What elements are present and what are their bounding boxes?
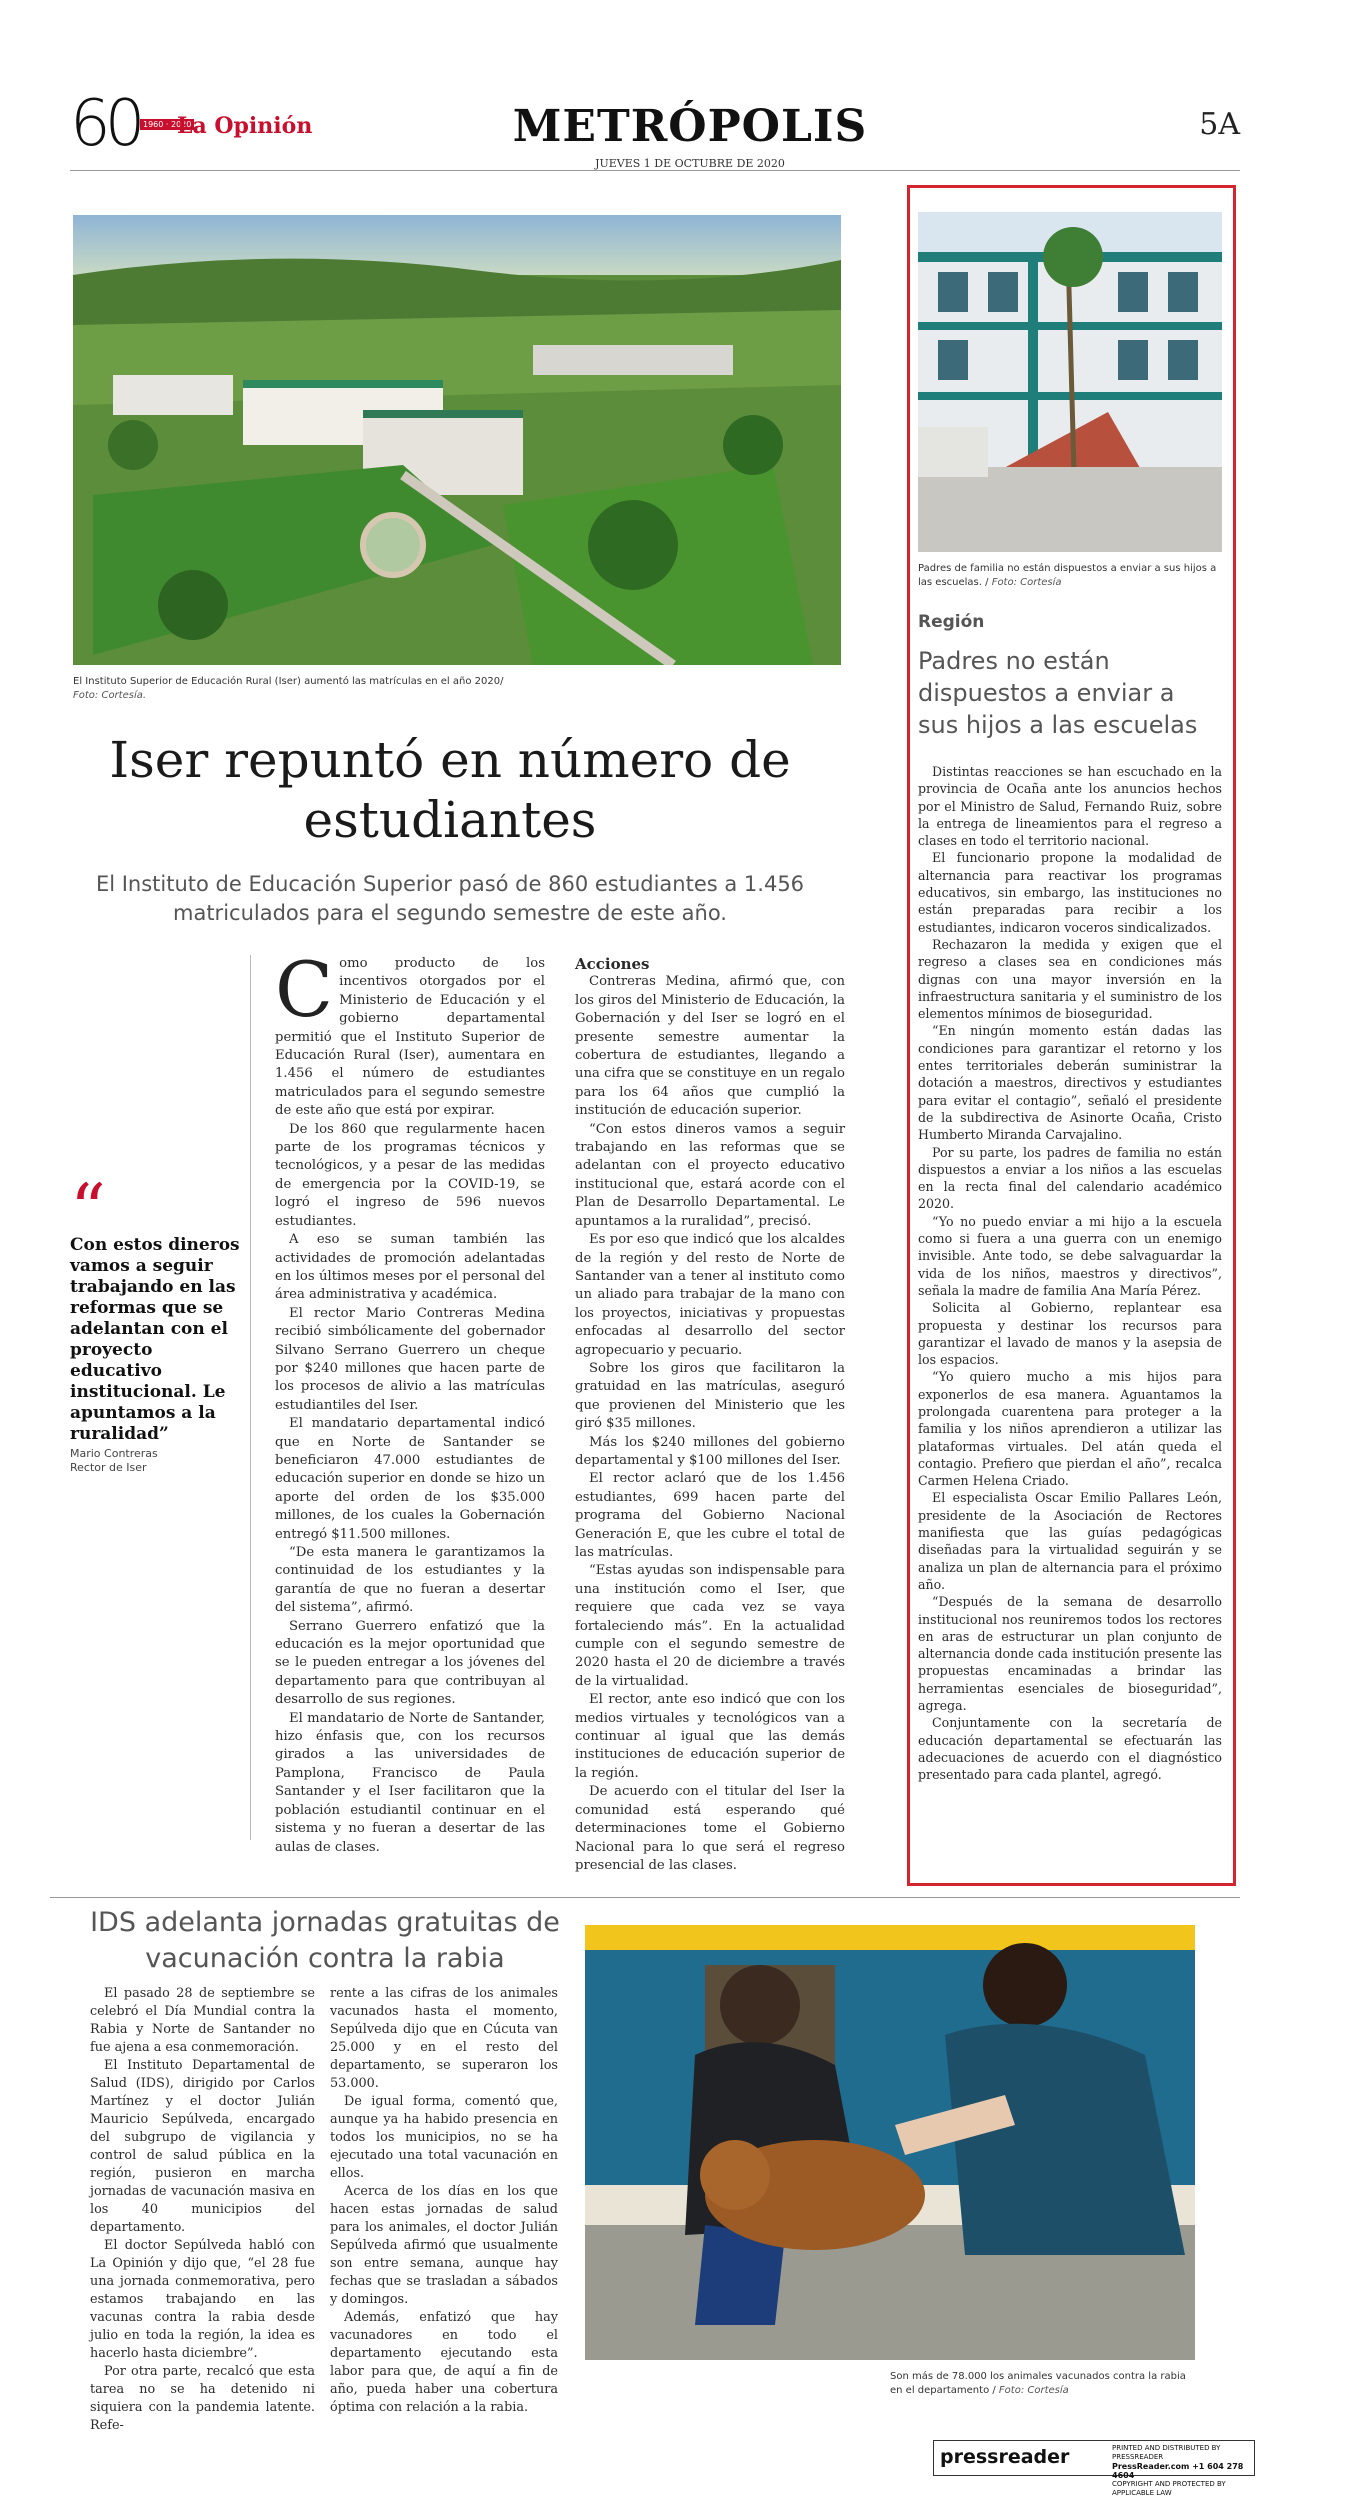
bottom-section-divider [50,1897,1240,1898]
anniversary-badge: 1960 · 2020 [140,119,194,130]
paragraph: El funcionario propone la modalidad de alternancia para reactivar los programas educativos, sin embargo, las instituciones no están preparadas para recibir a los estudiantes, indicaron voceros sindicalizados. [918,850,1222,935]
paragraph: “Con estos dineros vamos a seguir trabajando en las reformas que se adelantan con el proyecto educativo institucional que, estará acorde con el Plan de Desarrollo Departamental. Le apuntamos a la ruralidad”, precisó. [575,1121,845,1229]
paragraph: Serrano Guerrero enfatizó que la educación es la mejor oportunidad que se le pueden entregar a los jóvenes del departamento para que contribuyan al desarrollo de sus regiones. [275,1618,545,1708]
column-divider [250,955,251,1840]
pull-quote [70,1169,240,1475]
pressreader-footer[interactable] [933,2440,1255,2497]
paragraph: El mandatario departamental indicó que en Norte de Santander se beneficiaron 47.000 estudiantes de educación superior en donde se hizo un aporte del orden de los $35.000 millones, de los cuales la Gobernación entregó $11.500 millones. [275,1416,545,1542]
paragraph: “De esta manera le garantizamos la continuidad de los estudiantes y la garantía de que no fueran a desertar del sistema”, afirmó. [275,1545,545,1616]
paragraph: “En ningún momento están dadas las condiciones para garantizar el retorno y los entes territoriales deberán suministrar la dotación a maestros, directivos y estudiantes para evitar el contagio”, señaló el presidente de la subdirectiva de Asinorte Ocaña, Cristo Humberto Miranda Carvajalino. [918,1023,1222,1143]
sidebar-headline[interactable]: Padres no están dispuestos a enviar a sus hijos a las escuelas [918,647,1198,739]
page-number: 5A [1199,107,1240,142]
main-photo-caption: El Instituto Superior de Educación Rural (Iser) aumentó las matrículas en el año 2020/ Foto: Cortesía. [73,676,504,701]
paragraph: El rector Mario Contreras Medina recibió simbólicamente del gobernador Silvano Serrano Guerrero un cheque por $240 millones que hacen parte de los procesos de alivio a las matrículas estudiantiles del Iser. [275,1305,545,1413]
paragraph: Distintas reacciones se han escuchado en la provincia de Ocaña ante los anuncios hechos por el Ministro de Salud, Fernando Ruiz, sobre la entrega de lineamientos para el regreso a clases en todo el territorio nacional. [918,764,1222,849]
campus-aerial-photo [73,215,841,665]
bottom-story-column-1 [90,1985,315,2435]
paragraph: “Yo quiero mucho a mis hijos para exponerlos de esa manera. Aguantamos la prolongada cuarentena para proteger a la familia y los niños aprendieron a utilizar las plataformas virtuales. Del atán queda el contagio. Prefiero que pierdan el año”, recalca Carmen Helena Criado. [918,1369,1222,1489]
bottom-photo-caption: Son más de 78.000 los animales vacunados contra la rabia en el departamento / Foto: Cortesía [890,2371,1186,2396]
paragraph: El rector aclaró que de los 1.456 estudiantes, 699 hacen parte del programa del Gobierno Nacional Generación E, que les cubre el total de las matrículas. [575,1471,845,1560]
paragraph: De acuerdo con el titular del Iser la comunidad está esperando qué determinaciones tome el Gobierno Nacional para lo que será el regreso presencial de las clases. [575,1784,845,1873]
main-photo-credit: Foto: Cortesía. [73,690,147,701]
newspaper-name: La Opinión [177,113,313,139]
pressreader-logo: pressreader [940,2446,1070,2468]
paragraph: Solicita al Gobierno, replantear esa propuesta y destinar los recursos para garantizar el lavado de manos y la asepsia de los espacios. [918,1300,1222,1368]
section-title: METRÓPOLIS [512,101,868,152]
header-divider [70,170,1240,171]
quote-attribution-name: Mario Contreras [70,1447,158,1460]
paragraph: Acerca de los días en los que hacen estas jornadas de salud para los animales, el doctor Julián Sepúlveda afirmó que usualmente son entre semana, aunque hay fechas que se trasladan a sábados y domingos. [330,2184,558,2307]
paragraph: El mandatario de Norte de Santander, hizo énfasis que, con los recursos girados a las universidades de Pamplona, Francisco de Paula Santander y el Iser facilitaron que la población estudiantil continuar en el sistema y no fueran a desertar de las aulas de clases. [275,1710,545,1855]
bottom-story-column-2 [330,1985,558,2417]
paragraph: Además, enfatizó que hay vacunadores en todo el departamento ejecutando esta labor para que, de aquí a fin de año, pueda haber una cobertura óptima con relación a la rabia. [330,2310,558,2415]
paragraph: El especialista Oscar Emilio Pallares León, presidente de la Asociación de Rectores manifiesta que las guías pedagógicas diseñadas para la virtualidad seguirán y se analiza un plan de alternancia para el próximo año. [918,1490,1222,1592]
main-story-column-2 [575,955,845,1875]
dog-vaccination-photo [585,1925,1195,2360]
school-building-photo [918,212,1222,552]
paragraph: El rector, ante eso indicó que con los medios virtuales y tecnológicos van a continuar al igual que las demás instituciones de educación superior de la región. [575,1692,845,1781]
paragraph: Contreras Medina, afirmó que, con los giros del Ministerio de Educación, la Gobernación y del Iser se logró en el presente semestre aumentar la cobertura de estudiantes, llegando a una cifra que se constituye en un regalo para los 64 años que cumplió la institución de educación superior. [575,974,845,1119]
paragraph: Por otra parte, recalcó que esta tarea no se ha detenido ni siquiera con la pandemia latente. Refe- [90,2364,315,2433]
paragraph: Conjuntamente con la secretaría de educación departamental se efectuarán las adecuaciones de acuerdo con el diagnóstico presentado para cada plantel, agregó. [918,1715,1222,1783]
paragraph: “Estas ayudas son indispensable para una institución como el Iser, que requiere que cada vez se vaya fortaleciendo más”. En la actualidad cumple con el segundo semestre de 2020 hasta el 20 de diciembre a través de la virtualidad. [575,1563,845,1689]
paragraph: rente a las cifras de los animales vacunados hasta el momento, Sepúlveda dijo que en Cúcuta van 25.000 y en el resto del departamento, se superaron los 53.000. [330,1986,558,2091]
paragraph: De igual forma, comentó que, aunque ya ha habido presencia en todos los municipios, no se ha ejecutado una total vacunación en ellos. [330,2094,558,2181]
paragraph: “Yo no puedo enviar a mi hijo a la escuela como si fuera a una guerra con un enemigo invisible. Ante todo, se debe salvaguardar la vida de los niños, maestros y directivos”, señala la madre de familia Ana María Pérez. [918,1213,1222,1298]
section-subhead: Acciones [575,955,650,973]
paragraph: El doctor Sepúlveda habló con La Opinión y dijo que, “el 28 fue una jornada conmemorativa, pero estamos trabajando en las vacunas contra la rabia desde julio en toda la región, la idea es hacerlo hasta diciembre”. [90,2238,315,2361]
quote-mark-icon: “ [70,1169,106,1251]
sidebar-photo-caption: Padres de familia no están dispuestos a enviar a sus hijos a las escuelas. / Foto: Cortesía [918,563,1217,588]
masthead [70,87,1240,170]
bottom-headline[interactable]: IDS adelanta jornadas gratuitas de vacunación contra la rabia [90,1907,560,1974]
paragraph: Por su parte, los padres de familia no están dispuestos a enviar a los niños a las escuelas en la recta final del calendario académico 2020. [918,1144,1222,1212]
paragraph: Como producto de los incentivos otorgados por el Ministerio de Educación y el gobierno departamental permitió que el Instituto Superior de Educación Rural (Iser), aumentara en 1.456 el número de estudiantes matriculados para el segundo semestre de este año que está por expirar. [275,945,545,1119]
paragraph: Más los $240 millones del gobierno departamental y $100 millones del Iser. [575,1434,845,1468]
drop-cap: C [275,945,334,1034]
bottom-photo-credit: Foto: Cortesía [998,2385,1069,2396]
paragraph: De los 860 que regularmente hacen parte de los programas técnicos y tecnológicos, y a pesar de las medidas de emergencia por la COVID-19, se logró el ingreso de 596 nuevos estudiantes. [275,1121,545,1229]
region-label: Región [918,612,985,632]
paragraph: Es por eso que indicó que los alcaldes de la región y del resto de Norte de Santander van a tener al instituto como un aliado para trabajar de la mano con los proyectos, iniciativas y propuestas enfocadas al desarrollo del sector agropecuario y pecuario. [575,1232,845,1358]
paragraph: El pasado 28 de septiembre se celebró el Día Mundial contra la Rabia y Norte de Santander no fue ajena a esa conmemoración. [90,1986,315,2055]
sidebar-photo-credit: Foto: Cortesía [991,577,1062,588]
sidebar-story-column [918,763,1222,1784]
quote-attribution-role: Rector de Iser [70,1461,147,1474]
paragraph: A eso se suman también las actividades de promoción adelantadas en los últimos meses por el personal del área administrativa y académica. [275,1232,545,1303]
newspaper-logo[interactable] [70,87,330,165]
paragraph: Sobre los giros que facilitaron la gratuidad en las matrículas, aseguró que provienen del Ministerio que les giró $35 millones. [575,1360,845,1432]
main-headline[interactable]: Iser repuntó en número de estudiantes [109,731,791,849]
paragraph: Rechazaron la medida y exigen que el regreso a clases sea en condiciones más dignas con una mayor inversión en la infraestructura sanitaria y el suministro de los elementos mínimos de bioseguridad. [918,936,1222,1022]
quote-text: Con estos dineros vamos a seguir trabajando en las reformas que se adelantan con el proyecto educativo institucional. Le apuntamos a la ruralidad” [70,1235,240,1444]
issue-date: JUEVES 1 DE OCTUBRE DE 2020 [595,157,785,170]
paragraph: “Después de la semana de desarrollo institucional nos reuniremos todos los rectores en aras de estructurar un plan conjunto de alternancia donde cada institución presente las propuestas encaminadas a brindar las herramientas esenciales de bioseguridad”, agrega. [918,1594,1222,1714]
pressreader-notice: PRINTED AND DISTRIBUTED BY PRESSREADER PressReader.com +1 604 278 4604 COPYRIGHT AND PROTECTED BY APPLICABLE LAW [1112,2444,1244,2497]
paragraph: El Instituto Departamental de Salud (IDS), dirigido por Carlos Martínez y el doctor Julián Mauricio Sepúlveda, encargado del subgrupo de vigilancia y control de salud pública en la región, pusieron en marcha jornadas de vacunación masiva en los 40 municipios del departamento. [90,2058,315,2235]
main-story-column-1 [275,945,545,1857]
anniversary-number: 60 [70,87,140,161]
main-deck: El Instituto de Educación Superior pasó de 860 estudiantes a 1.456 matriculados para el segundo semestre de este año. [95,872,805,925]
